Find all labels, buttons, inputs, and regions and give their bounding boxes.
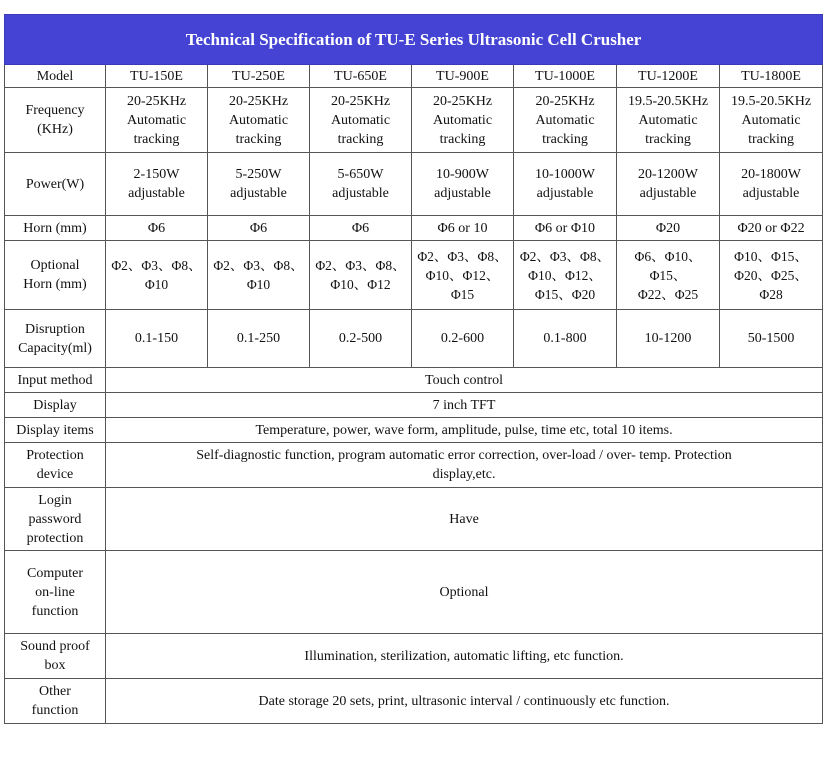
cell-horn-7: Φ20 or Φ22 bbox=[720, 216, 823, 241]
cell-frequency-1: 20-25KHz Automatic tracking bbox=[106, 88, 208, 153]
row-computer bbox=[5, 551, 823, 634]
cell-horn-6: Φ20 bbox=[617, 216, 720, 241]
row-other bbox=[5, 679, 823, 724]
cell-capacity-2: 0.1-250 bbox=[208, 310, 310, 368]
cell-model-5: TU-1000E bbox=[514, 65, 617, 88]
row-label-protection: Protection device bbox=[5, 443, 106, 488]
cell-login: Have bbox=[106, 488, 823, 551]
cell-horn-1: Φ6 bbox=[106, 216, 208, 241]
cell-capacity-3: 0.2-500 bbox=[310, 310, 412, 368]
row-label-display-items: Display items bbox=[5, 418, 106, 443]
cell-capacity-5: 0.1-800 bbox=[514, 310, 617, 368]
cell-optional-horn-1: Φ2、Φ3、Φ8、 Φ10 bbox=[106, 241, 208, 310]
cell-frequency-6: 19.5-20.5KHz Automatic tracking bbox=[617, 88, 720, 153]
cell-power-7: 20-1800W adjustable bbox=[720, 153, 823, 216]
row-label-optional-horn: Optional Horn (mm) bbox=[5, 241, 106, 310]
row-protection bbox=[5, 443, 823, 488]
row-label-frequency: Frequency (KHz) bbox=[5, 88, 106, 153]
cell-power-2: 5-250W adjustable bbox=[208, 153, 310, 216]
row-label-capacity: Disruption Capacity(ml) bbox=[5, 310, 106, 368]
row-label-horn: Horn (mm) bbox=[5, 216, 106, 241]
cell-capacity-1: 0.1-150 bbox=[106, 310, 208, 368]
cell-frequency-3: 20-25KHz Automatic tracking bbox=[310, 88, 412, 153]
cell-model-7: TU-1800E bbox=[720, 65, 823, 88]
cell-model-4: TU-900E bbox=[412, 65, 514, 88]
cell-power-5: 10-1000W adjustable bbox=[514, 153, 617, 216]
cell-other: Date storage 20 sets, print, ultrasonic interval / continuously etc function. bbox=[106, 679, 823, 724]
cell-frequency-2: 20-25KHz Automatic tracking bbox=[208, 88, 310, 153]
row-label-power: Power(W) bbox=[5, 153, 106, 216]
row-display-items bbox=[5, 418, 823, 443]
cell-horn-5: Φ6 or Φ10 bbox=[514, 216, 617, 241]
cell-capacity-6: 10-1200 bbox=[617, 310, 720, 368]
cell-power-1: 2-150W adjustable bbox=[106, 153, 208, 216]
row-label-display: Display bbox=[5, 393, 106, 418]
cell-input-method: Touch control bbox=[106, 368, 823, 393]
cell-model-3: TU-650E bbox=[310, 65, 412, 88]
cell-optional-horn-4: Φ2、Φ3、Φ8、 Φ10、Φ12、 Φ15 bbox=[412, 241, 514, 310]
cell-model-6: TU-1200E bbox=[617, 65, 720, 88]
cell-model-2: TU-250E bbox=[208, 65, 310, 88]
row-label-computer: Computer on-line function bbox=[5, 551, 106, 634]
spec-table bbox=[4, 14, 823, 724]
cell-optional-horn-7: Φ10、Φ15、 Φ20、Φ25、 Φ28 bbox=[720, 241, 823, 310]
cell-display: 7 inch TFT bbox=[106, 393, 823, 418]
row-capacity bbox=[5, 310, 823, 368]
cell-capacity-7: 50-1500 bbox=[720, 310, 823, 368]
cell-horn-2: Φ6 bbox=[208, 216, 310, 241]
table-title-text: Technical Specification of TU-E Series Ultrasonic Cell Crusher bbox=[185, 30, 642, 49]
cell-computer: Optional bbox=[106, 551, 823, 634]
row-frequency bbox=[5, 88, 823, 153]
row-input-method bbox=[5, 368, 823, 393]
row-sound-proof bbox=[5, 634, 823, 679]
cell-sound-proof: Illumination, sterilization, automatic lifting, etc function. bbox=[106, 634, 823, 679]
row-model bbox=[5, 65, 823, 88]
cell-horn-3: Φ6 bbox=[310, 216, 412, 241]
row-display bbox=[5, 393, 823, 418]
row-label-other: Other function bbox=[5, 679, 106, 724]
row-optional-horn bbox=[5, 241, 823, 310]
row-horn bbox=[5, 216, 823, 241]
row-label-sound-proof: Sound proof box bbox=[5, 634, 106, 679]
spec-table-wrapper bbox=[4, 14, 822, 724]
row-label-model: Model bbox=[5, 65, 106, 88]
cell-power-4: 10-900W adjustable bbox=[412, 153, 514, 216]
cell-optional-horn-5: Φ2、Φ3、Φ8、 Φ10、Φ12、 Φ15、Φ20 bbox=[514, 241, 617, 310]
cell-frequency-7: 19.5-20.5KHz Automatic tracking bbox=[720, 88, 823, 153]
cell-capacity-4: 0.2-600 bbox=[412, 310, 514, 368]
cell-optional-horn-2: Φ2、Φ3、Φ8、 Φ10 bbox=[208, 241, 310, 310]
cell-model-1: TU-150E bbox=[106, 65, 208, 88]
cell-frequency-5: 20-25KHz Automatic tracking bbox=[514, 88, 617, 153]
row-label-login: Login password protection bbox=[5, 488, 106, 551]
row-power bbox=[5, 153, 823, 216]
cell-protection: Self-diagnostic function, program automatic error correction, over-load / over- temp. Protection display,etc. bbox=[106, 443, 823, 488]
row-label-input-method: Input method bbox=[5, 368, 106, 393]
cell-frequency-4: 20-25KHz Automatic tracking bbox=[412, 88, 514, 153]
row-login bbox=[5, 488, 823, 551]
cell-power-3: 5-650W adjustable bbox=[310, 153, 412, 216]
cell-optional-horn-3: Φ2、Φ3、Φ8、 Φ10、Φ12 bbox=[310, 241, 412, 310]
cell-optional-horn-6: Φ6、Φ10、Φ15、 Φ22、Φ25 bbox=[617, 241, 720, 310]
cell-horn-4: Φ6 or 10 bbox=[412, 216, 514, 241]
cell-power-6: 20-1200W adjustable bbox=[617, 153, 720, 216]
table-title bbox=[5, 15, 823, 65]
cell-display-items: Temperature, power, wave form, amplitude, pulse, time etc, total 10 items. bbox=[106, 418, 823, 443]
